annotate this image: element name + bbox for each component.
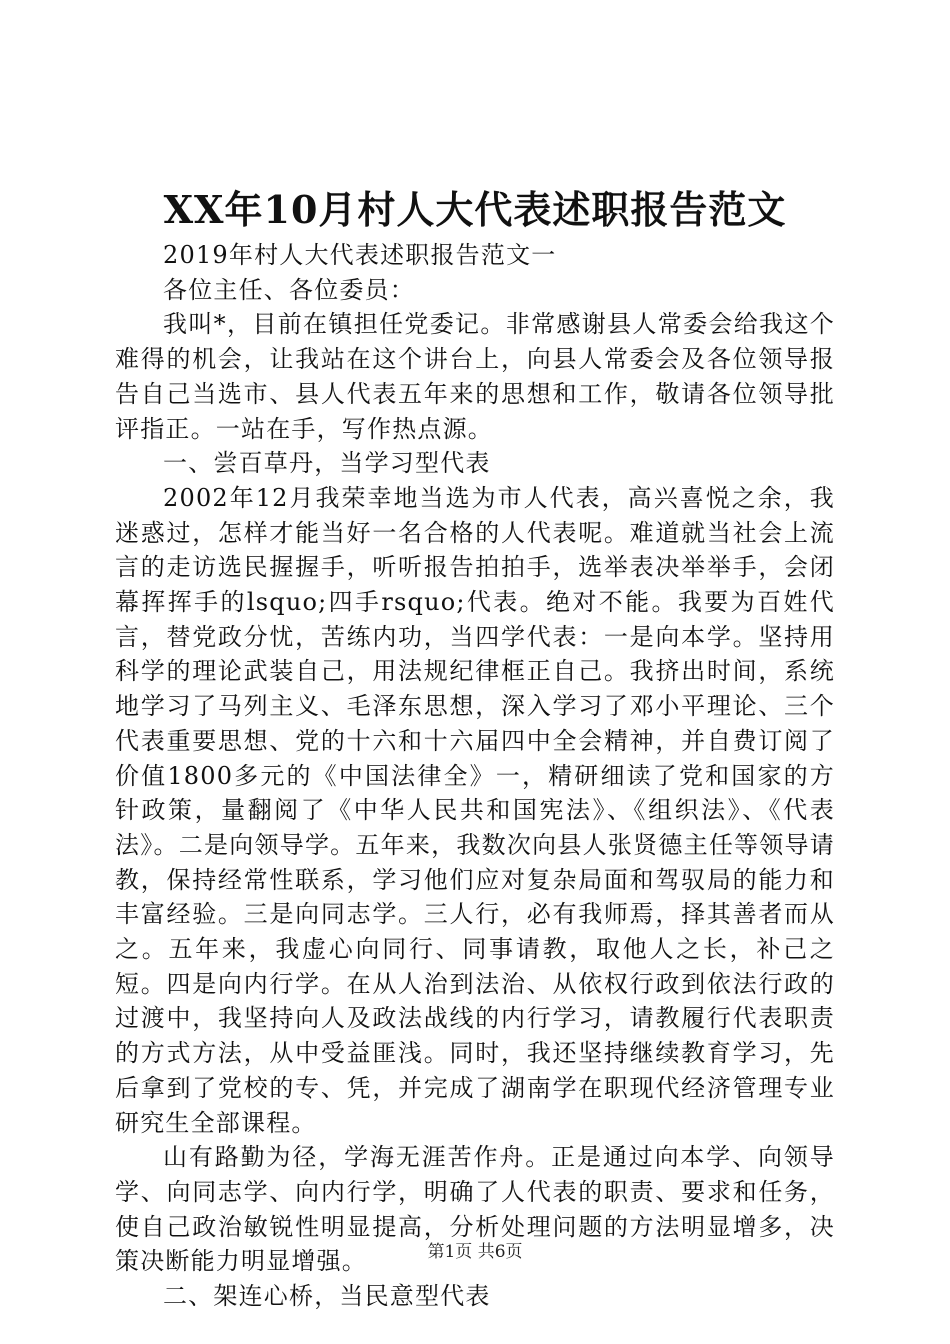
paragraph-salutation: 各位主任、各位委员： [163,275,415,304]
page-number-footer: 第1页 共6页 [427,1242,523,1262]
section-heading-2: 二、架连心桥，当民意型代表 [163,1282,491,1311]
paragraph-introduction: 我叫*，目前在镇担任党委记。非常感谢县人常委会给我这个难得的机会，让我站在这个讲台上，向县人常委会及各位领导报告自己当选市、县人代表五年来的思想和工作，敬请各位领导批评指正。一站在手，写作热点源。 [115,310,835,443]
document-title: XX年10月村人大代表述职报告范文 [163,187,787,232]
paragraph-section-1-body: 2002年12月我荣幸地当选为市人代表，高兴喜悦之余，我迷惑过，怎样才能当好一名合格的人代表呢。难道就当社会上流言的走访选民握握手，听听报告拍拍手，选举表决举举手，会闭幕挥挥手的lsquo;四手rsquo;代表。绝对不能。我要为百姓代言，替党政分忧，苦练内功，当四学代表：一是向本学。坚持用科学的理论武装自己，用法规纪律框正自己。我挤出时间，系统地学习了马列主义、毛泽东思想，深入学习了邓小平理论、三个代表重要思想、党的十六和十六届四中全会精神，并自费订阅了价值1800多元的《中国法律全》一，精研细读了党和国家的方针政策，量翻阅了《中华人民共和国宪法》、《组织法》、《代表法》。二是向领导学。五年来，我数次向县人张贤德主任等领导请教，保持经常性联系，学习他们应对复杂局面和驾驭局的能力和丰富经验。三是向同志学。三人行，必有我师焉，择其善者而从之。五年来，我虚心向同行、同事请教，取他人之长，补己之短。四是向内行学。在从人治到法治、从依权行政到依法行政的过渡中，我坚持向人及政法战线的内行学习，请教履行代表职责的方式方法，从中受益匪浅。同时，我还坚持继续教育学习，先后拿到了党校的专、凭，并完成了湖南学在职现代经济管理专业研究生全部课程。 [115,483,835,1137]
section-heading-1: 一、尝百草丹，当学习型代表 [163,449,491,478]
paragraph-subtitle: 2019年村人大代表述职报告范文一 [163,241,557,269]
paragraph-section-1-summary: 山有路勤为径，学海无涯苦作舟。正是通过向本学、向领导学、向同志学、向内行学，明确了人代表的职责、要求和任务，使自己政治敏锐性明显提高，分析处理问题的方法明显增多，决策决断能力明显增强。 [115,1143,835,1276]
document-body [115,238,835,1314]
